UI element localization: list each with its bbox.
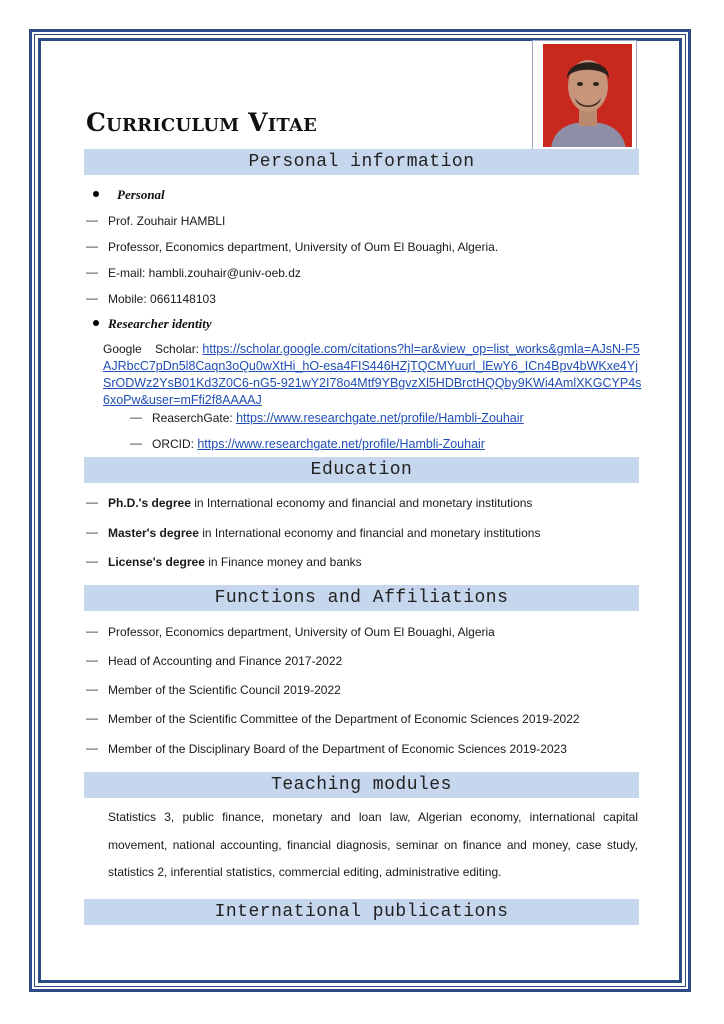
dash-icon: — [86, 265, 98, 279]
personal-name: Prof. Zouhair HAMBLI [108, 214, 226, 228]
orcid-label: ORCID: [152, 437, 194, 451]
dash-icon: — [86, 495, 98, 509]
section-international-publications: International publications [84, 899, 639, 925]
dash-icon: — [130, 410, 142, 424]
degree-field: in International economy and financial and monetary institutions [190, 496, 533, 510]
researchgate-link[interactable]: https://www.researchgate.net/profile/Hambli-Zouhair [236, 411, 524, 425]
degree-name: Master's degree [108, 526, 199, 540]
personal-mobile: Mobile: 0661148103 [108, 292, 216, 306]
profile-photo [543, 44, 632, 147]
dash-icon: — [86, 239, 98, 253]
dash-icon: — [86, 741, 98, 755]
bullet-icon [93, 191, 99, 197]
portrait-silhouette-icon [543, 44, 632, 147]
cv-title: Curriculum Vitae [86, 108, 318, 137]
degree-name: Ph.D.'s degree [108, 496, 191, 510]
google-scholar-label: Google Scholar: [103, 342, 200, 356]
dash-icon: — [86, 554, 98, 568]
education-item [108, 496, 532, 510]
education-item [108, 555, 362, 569]
section-personal-information: Personal information [84, 149, 639, 175]
researcher-subheading: Researcher identity [108, 316, 212, 331]
researchgate-entry [152, 411, 524, 425]
dash-icon: — [86, 624, 98, 638]
personal-email: E-mail: hambli.zouhair@univ-oeb.dz [108, 266, 301, 280]
function-item: Head of Accounting and Finance 2017-2022 [108, 654, 343, 668]
degree-field: in Finance money and banks [204, 555, 362, 569]
function-item: Professor, Economics department, University of Oum El Bouaghi, Algeria [108, 625, 495, 639]
section-teaching-modules: Teaching modules [84, 772, 639, 798]
personal-position: Professor, Economics department, University of Oum El Bouaghi, Algeria. [108, 240, 499, 254]
researchgate-label: ReaserchGate: [152, 411, 233, 425]
personal-subheading: Personal [117, 187, 165, 202]
dash-icon: — [130, 436, 142, 450]
degree-field: in International economy and financial and monetary institutions [198, 526, 541, 540]
education-item [108, 526, 540, 540]
section-functions-affiliations: Functions and Affiliations [84, 585, 639, 611]
dash-icon: — [86, 291, 98, 305]
orcid-entry [152, 437, 485, 451]
dash-icon: — [86, 213, 98, 227]
section-education: Education [84, 457, 639, 483]
degree-name: License's degree [108, 555, 205, 569]
teaching-modules-text: Statistics 3, public finance, monetary and loan law, Algerian economy, international capital movement, national accounting, financial diagnosis, seminar on finance and money, case study, statistics 2, inferential statistics, commercial editing, administrative editing. [108, 810, 638, 879]
google-scholar-link[interactable]: https://scholar.google.com/citations?hl=ar&view_op=list_works&gmla=AJsN-F5AJRbcC7pDn5l8Caqn3oQu0wXtHi_hO-esa4FIS446HZjTQCMYuurl_lEwY6_ICn4Bpv4bWKxe4YjSrODWz2YsB01Kd3Z0C6-nG5-921wY2I78o4Mtf9YBgvzXl5HDBrctHQQby9KWi4AmlXKGCYP4s6xoPw&user=mFfi2f8AAAAJ [103, 342, 642, 407]
dash-icon: — [86, 653, 98, 667]
profile-photo-frame [532, 40, 637, 150]
dash-icon: — [86, 525, 98, 539]
google-scholar-entry [103, 341, 643, 409]
dash-icon: — [86, 711, 98, 725]
bullet-icon [93, 320, 99, 326]
function-item: Member of the Scientific Council 2019-2022 [108, 683, 341, 697]
orcid-link[interactable]: https://www.researchgate.net/profile/Hambli-Zouhair [197, 437, 485, 451]
function-item: Member of the Scientific Committee of the Department of Economic Sciences 2019-2022 [108, 712, 580, 726]
dash-icon: — [86, 682, 98, 696]
function-item: Member of the Disciplinary Board of the Department of Economic Sciences 2019-2023 [108, 742, 567, 756]
